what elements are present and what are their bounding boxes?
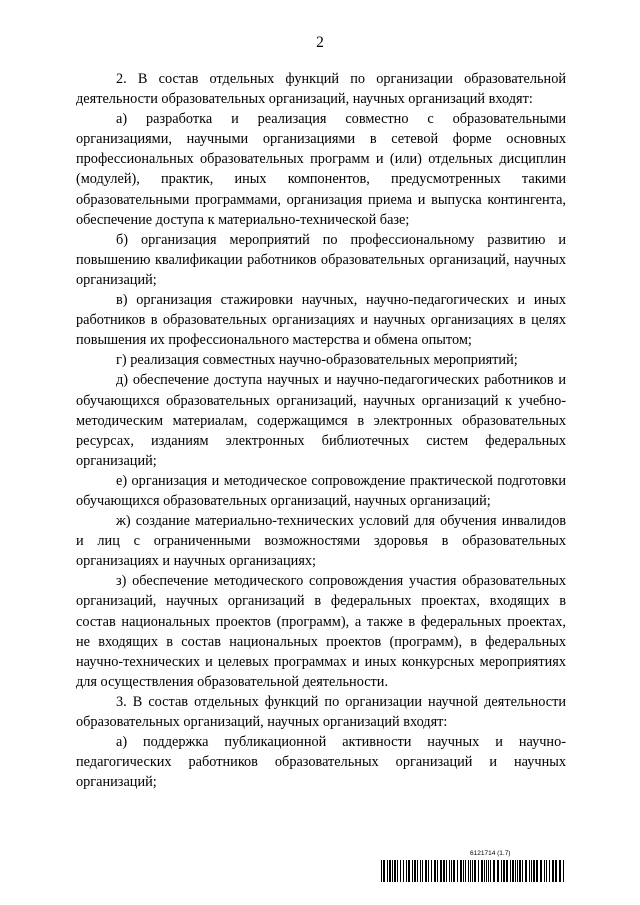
paragraph-2z: з) обеспечение методического сопровождения участия образовательных организаций, научных организаций в федеральных проектах, входящих в состав национальных проектов (программ), а также в федеральных проектах, не входящих в состав национальных проектов (программ), в федеральных научно-технических и целевых программах и иных конкурсных мероприятиях для осуществления образовательной деятельности. [76,573,566,690]
paragraph-2b: б) организация мероприятий по профессиональному развитию и повышению квалификации работников образовательных организаций, научных организаций; [76,231,566,288]
paragraph-3: 3. В состав отдельных функций по организации научной деятельности образовательных организаций, научных организаций входят: [76,693,566,730]
paragraph-2a: а) разработка и реализация совместно с образовательными организациями, научными организациями в сетевой форме основных профессиональных образовательных программ и (или) отдельных дисциплин (модулей), практик, иных компонентов, предусмотренных такими образовательными программами, организация приема и выпуска контингента, обеспечение доступа к материально-технической базе; [76,111,566,228]
barcode-caption: 6121714 (1.7) [470,850,511,857]
paragraph-2d: д) обеспечение доступа научных и научно-педагогических работников и обучающихся образовательных организаций, научных организаций к учебно-методическим материалам, содержащимся в электронных образовательных ресурсах, изданиям электронных библиотечных систем федеральных организаций; [76,372,566,469]
page-number: 2 [316,34,324,51]
paragraph-2g: г) реализация совместных научно-образовательных мероприятий; [116,352,518,369]
paragraph-2zh: ж) создание материально-технических условий для обучения инвалидов и лиц с ограниченными возможностями здоровья в образовательных организациях и научных организациях; [76,513,566,570]
paragraph-2e: е) организация и методическое сопровождение практической подготовки обучающихся образовательных организаций, научных организаций; [76,472,566,509]
paragraph-2: 2. В состав отдельных функций по организации образовательной деятельности образовательных организаций, научных организаций входят: [76,71,566,108]
document-body [76,69,566,792]
paragraph-2v: в) организация стажировки научных, научно-педагогических и иных работников в образовательных организациях и научных организациях в целях повышения их профессионального мастерства и обмена опытом; [76,292,566,349]
barcode-image [381,860,565,882]
paragraph-3a: а) поддержка публикационной активности научных и научно-педагогических работников образовательных организаций и научных организаций; [76,734,566,791]
